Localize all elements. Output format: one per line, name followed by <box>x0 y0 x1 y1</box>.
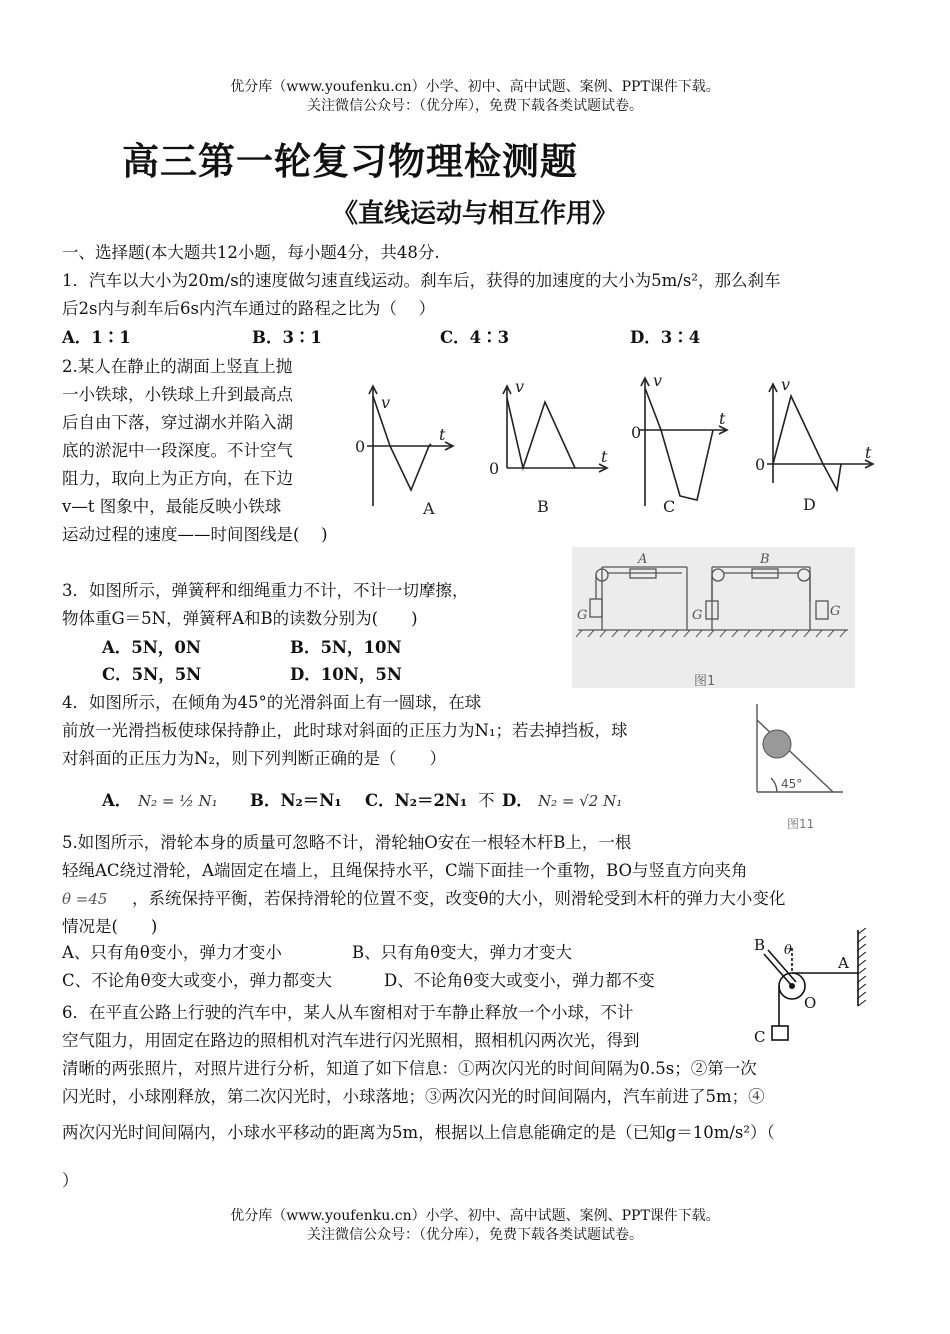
q3-label-a: A <box>638 552 648 567</box>
q4-line-2: 前放一光滑挡板使球保持静止，此时球对斜面的正压力为N₁；若去掉挡板，球 <box>62 721 628 740</box>
q6-line-4: 闪光时，小球刚释放，第二次闪光时，小球落地；③两次闪光的时间间隔内，汽车前进了5m；④ <box>62 1087 765 1106</box>
q3-label-g-left: G <box>577 608 588 623</box>
q4-figure <box>745 700 845 835</box>
q1-line-1: 1．汽车以大小为20m/s的速度做匀速直线运动。刹车后，获得的加速度的大小为5m/s²，那么刹车 <box>62 271 781 290</box>
q1-option-d: D．3∶4 <box>630 328 701 347</box>
q3-option-d: D．10N，5N <box>290 665 402 684</box>
q4-option-a-label: A． <box>102 791 132 810</box>
q2-vt-graphs <box>345 368 890 518</box>
graph-a-v-label: v <box>381 393 391 412</box>
page-subtitle: 《直线运动与相互作用》 <box>331 199 618 229</box>
q3-label-g-right: G <box>830 604 841 619</box>
q5-label-theta: θ <box>784 943 792 958</box>
q4-line-1: 4．如图所示，在倾角为45°的光滑斜面上有一圆球，在球 <box>62 693 482 712</box>
graph-d-origin: 0 <box>755 455 766 474</box>
page-title: 高三第一轮复习物理检测题 <box>122 140 578 183</box>
q6-line-5: 两次闪光时间间隔内，小球水平移动的距离为5m，根据以上信息能确定的是（已知g＝10m/s²）（ <box>62 1123 775 1142</box>
graph-d-v-label: v <box>781 375 791 394</box>
graph-c-label: C <box>663 497 676 516</box>
graph-b-origin: 0 <box>489 459 500 478</box>
q3-figure-caption: 图1 <box>694 674 716 688</box>
q5-label-b: B <box>754 936 766 954</box>
q2-line-1: 2.某人在静止的湖面上竖直上抛 <box>62 357 293 376</box>
graph-a-origin: 0 <box>355 437 366 456</box>
q4-option-c: C．N₂＝2N₁ <box>365 791 468 810</box>
graph-c-t-label: t <box>719 409 726 428</box>
q5-line-3: ，系统保持平衡，若保持滑轮的位置不变，改变θ的大小，则滑轮受到木杆的弹力大小变化 <box>132 889 786 908</box>
q4-ball <box>763 730 791 758</box>
footer-line-1: 优分库（www.youfenku.cn）小学、初中、高中试题、案例、PPT课件下载。 <box>230 1208 720 1224</box>
q2-line-4: 底的淤泥中一段深度。不计空气 <box>62 441 293 460</box>
q1-option-b: B．3∶1 <box>252 328 322 347</box>
q6-line-1: 6．在平直公路上行驶的汽车中，某人从车窗相对于车静止释放一个小球，不计 <box>62 1003 634 1022</box>
q5-line-2: 轻绳AC绕过滑轮，A端固定在墙上，且绳保持水平，C端下面挂一个重物，BO与竖直方向夹角 <box>62 861 748 880</box>
q3-line-2: 物体重G＝5N，弹簧秤A和B的读数分别为( ) <box>62 609 418 628</box>
q4-option-b: B．N₂＝N₁ <box>250 791 342 810</box>
q1-option-c: C．4∶3 <box>440 328 510 347</box>
q5-option-a: A、只有角θ变小，弹力才变小 <box>62 943 282 962</box>
q3-label-b: B <box>760 552 770 567</box>
q5-option-d: D、不论角θ变大或变小，弹力都不变 <box>384 971 655 990</box>
q3-option-b: B．5N，10N <box>290 638 402 657</box>
graph-c-origin: 0 <box>631 423 642 442</box>
q1-line-2: 后2s内与刹车后6s内汽车通过的路程之比为（ ） <box>62 299 436 318</box>
q2-line-3: 后自由下落，穿过湖水并陷入湖 <box>62 413 293 432</box>
graph-d-t-label: t <box>865 443 872 462</box>
q3-option-c: C．5N，5N <box>102 665 202 684</box>
q2-line-2: 一小铁球，小铁球上升到最高点 <box>62 385 293 404</box>
graph-c-v-label: v <box>653 371 663 390</box>
q5-option-c: C、不论角θ变大或变小，弹力都变大 <box>62 971 333 990</box>
q4-option-a-formula: N₂ = ½ N₁ <box>138 792 218 810</box>
footer-line-2: 关注微信公众号：（优分库），免费下载各类试题试卷。 <box>307 1227 643 1243</box>
q6-line-3: 清晰的两张照片，对照片进行分析，知道了如下信息：①两次闪光的时间间隔为0.5s；②第一次 <box>62 1059 757 1078</box>
q5-option-b: B、只有角θ变大，弹力才变大 <box>352 943 573 962</box>
q5-label-o: O <box>804 994 817 1012</box>
q6-line-2: 空气阻力，用固定在路边的照相机对汽车进行闪光照相，照相机闪两次光，得到 <box>62 1031 640 1050</box>
q3-line-1: 3．如图所示，弹簧秤和细绳重力不计，不计一切摩擦， <box>62 581 469 600</box>
q4-angle-label: 45° <box>781 777 803 791</box>
graph-a-label: A <box>423 499 435 518</box>
q5-axle <box>789 983 795 989</box>
graph-a-t-label: t <box>439 425 446 444</box>
q2-line-7: 运动过程的速度——时间图线是( ) <box>62 525 328 544</box>
q5-label-a: A <box>838 954 849 972</box>
q1-option-a: A．1∶1 <box>62 328 131 347</box>
q5-theta-formula: θ =45 <box>62 890 108 908</box>
graph-c <box>639 378 727 506</box>
q3-figure <box>572 547 855 688</box>
q5-line-4: 情况是( ) <box>62 917 158 936</box>
section-heading: 一、选择题(本大题共12小题，每小题4分，共48分. <box>62 243 440 262</box>
header-line-1: 优分库（www.youfenku.cn）小学、初中、高中试题、案例、PPT课件下载。 <box>230 79 720 95</box>
graph-b <box>503 386 607 472</box>
q5-line-1: 5.如图所示，滑轮本身的质量可忽略不计，滑轮轴O安在一根轻木杆B上，一根 <box>62 833 632 852</box>
q4-line-3: 对斜面的正压力为N₂，则下列判断正确的是（ ） <box>62 749 447 768</box>
q6-line-6: ） <box>62 1171 79 1190</box>
q5-figure <box>750 928 870 1048</box>
graph-b-label: B <box>537 497 549 516</box>
q2-line-5: 阻力，取向上为正方向，在下边 <box>62 469 293 488</box>
graph-b-v-label: v <box>515 377 525 396</box>
graph-b-t-label: t <box>601 447 608 466</box>
header-line-2: 关注微信公众号：（优分库），免费下载各类试题试卷。 <box>307 98 643 114</box>
q4-option-d-formula: N₂ = √2 N₁ <box>538 792 623 810</box>
q3-label-g-middle: G <box>692 608 703 623</box>
q4-option-d-label: D． <box>502 791 533 810</box>
graph-d-label: D <box>803 495 816 514</box>
graph-a <box>367 386 453 506</box>
q2-line-6: v—t 图象中，最能反映小铁球 <box>62 497 282 516</box>
graph-d <box>767 384 873 490</box>
q5-label-c: C <box>754 1028 766 1046</box>
q4-figure-caption: 图11 <box>787 817 815 831</box>
q4-option-c-tail: 不 <box>478 791 495 810</box>
q3-option-a: A．5N，0N <box>102 638 201 657</box>
